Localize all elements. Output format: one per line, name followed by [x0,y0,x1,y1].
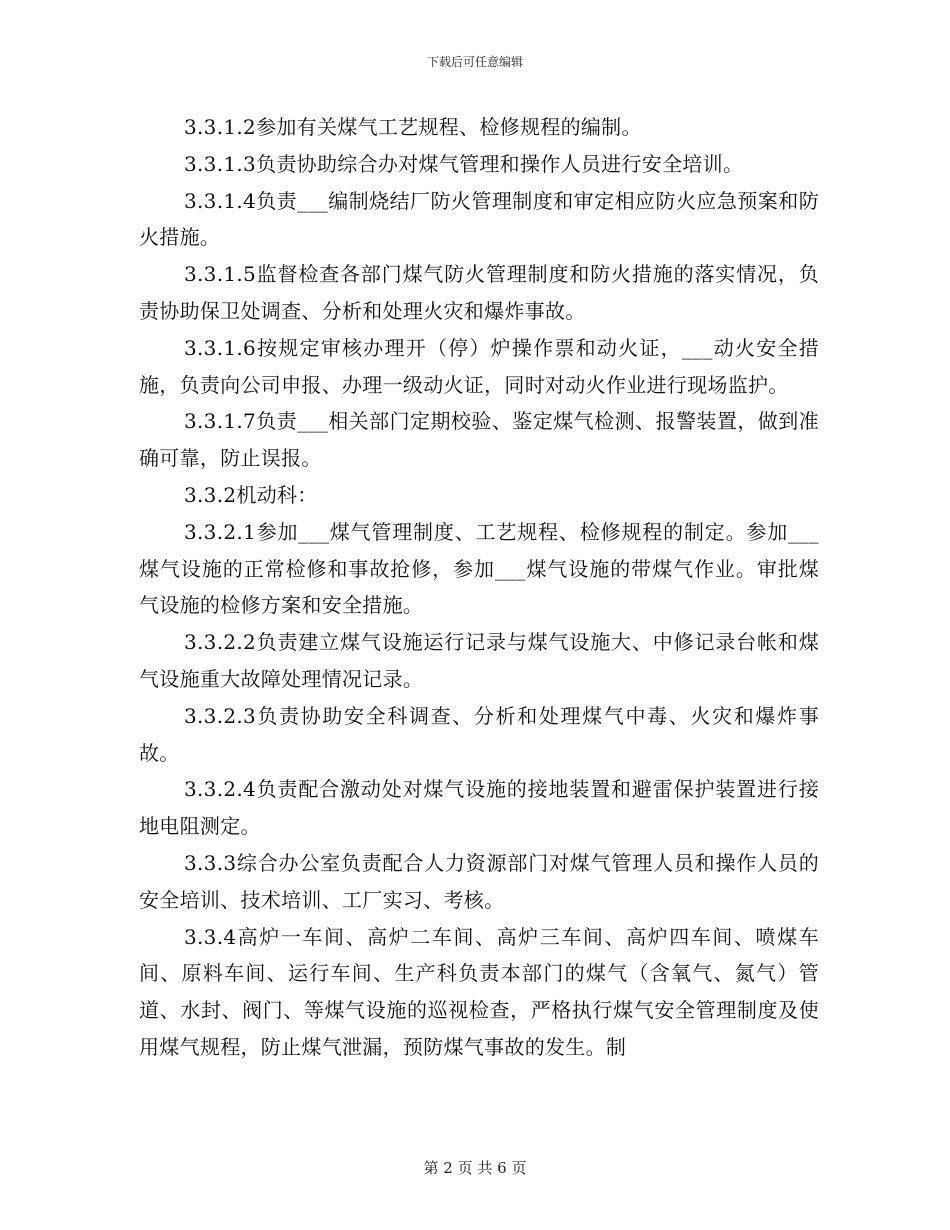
paragraph-3-3-2-2: 3.3.2.2负责建立煤气设施运行记录与煤气设施大、中修记录台帐和煤气设施重大故障处理情况记录。 [139,630,819,691]
paragraph-3-3-1-3: 3.3.1.3负责协助综合办对煤气管理和操作人员进行安全培训。 [184,151,744,176]
paragraph-3-3-1-7: 3.3.1.7负责___相关部门定期校验、鉴定煤气检测、报警装置，做到准确可靠，防止误报。 [139,409,819,471]
document-body [139,109,819,1066]
paragraph-3-3-1-4: 3.3.1.4负责___编制烧结厂防火管理制度和审定相应防火应急预案和防火措施。 [139,188,819,250]
paragraph-3-3-1-6: 3.3.1.6按规定审核办理开（停）炉操作票和动火证，___动火安全措施，负责向公司申报、办理一级动火证，同时对动火作业进行现场监护。 [139,335,819,397]
paragraph-3-3-3: 3.3.3综合办公室负责配合人力资源部门对煤气管理人员和操作人员的安全培训、技术培训、工厂实习、考核。 [139,850,819,912]
paragraph-3-3-2-3: 3.3.2.3负责协助安全科调查、分析和处理煤气中毒、火灾和爆炸事故。 [139,703,819,765]
section-heading-3-3-2: 3.3.2机动科： [184,482,318,507]
page-footer: 第 2 页 共 6 页 [423,1159,527,1177]
paragraph-3-3-1-5: 3.3.1.5监督检查各部门煤气防火管理制度和防火措施的落实情况，负责协助保卫处调查、分析和处理火灾和爆炸事故。 [139,262,819,323]
paragraph-3-3-2-4: 3.3.2.4负责配合激动处对煤气设施的接地装置和避雷保护装置进行接地电阻测定。 [139,777,819,839]
paragraph-3-3-1-2: 3.3.1.2参加有关煤气工艺规程、检修规程的编制。 [184,115,642,139]
page-header: 下载后可任意编辑 [426,55,523,69]
paragraph-3-3-2-1: 3.3.2.1参加___煤气管理制度、工艺规程、检修规程的制定。参加___煤气设施的正常检修和事故抢修，参加___煤气设施的带煤气作业。审批煤气设施的检修方案和安全措施。 [139,519,819,618]
paragraph-3-3-4: 3.3.4高炉一车间、高炉二车间、高炉三车间、高炉四车间、喷煤车间、原料车间、运行车间、生产科负责本部门的煤气（含氧气、氮气）管道、水封、阀门、等煤气设施的巡视检查，严格执行煤气安全管理制度及使用煤气规程，防止煤气泄漏，预防煤气事故的发生。制 [139,924,819,1059]
